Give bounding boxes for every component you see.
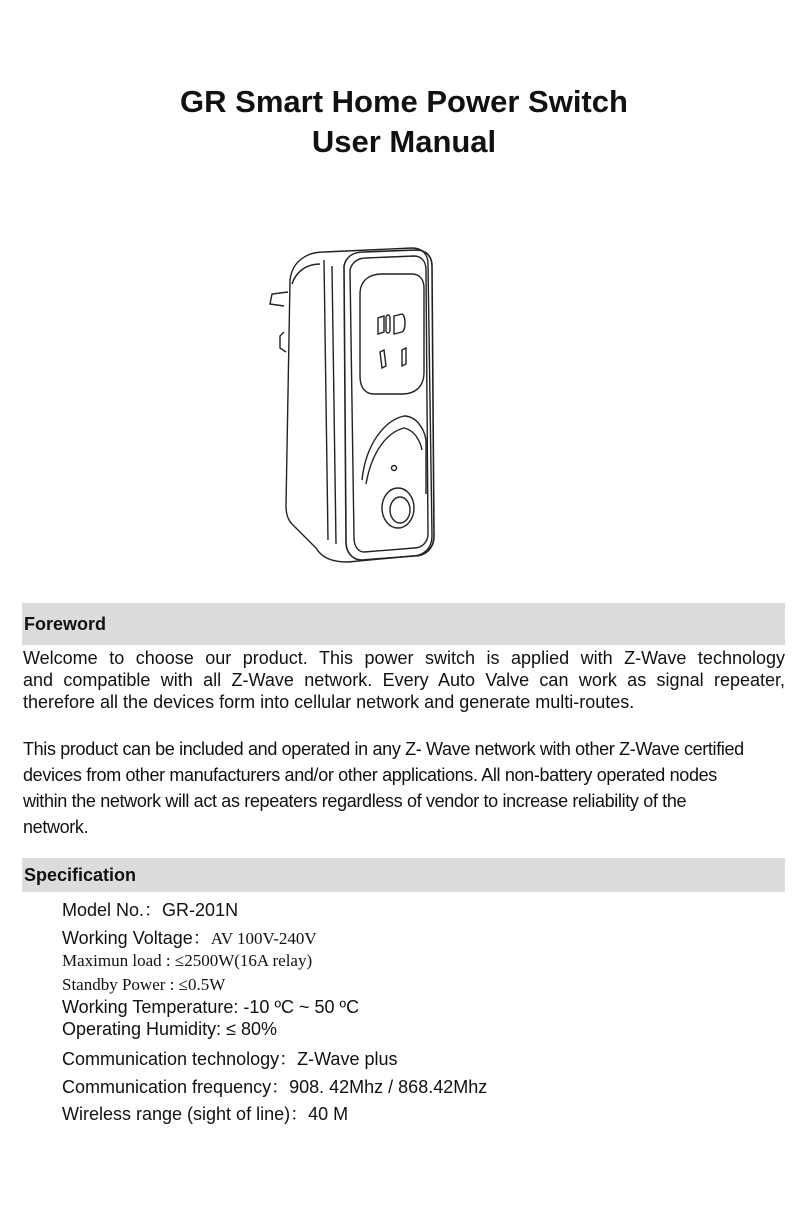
- spec-communication-technology: [62, 1045, 397, 1071]
- spec-label: Working Temperature:: [62, 997, 244, 1017]
- spec-standby-power: [62, 975, 225, 995]
- spec-value: 40 M: [308, 1104, 349, 1124]
- spec-label: Working Voltage：: [62, 928, 211, 948]
- title-line-1: GR Smart Home Power Switch: [180, 84, 628, 119]
- spec-value: ≤2500W(16A relay): [174, 951, 313, 970]
- spec-value: -10 ºC ~ 50 ºC: [243, 997, 360, 1017]
- spec-value: GR-201N: [162, 900, 239, 920]
- paragraph-1-line: and compatible with all Z-Wave network. Every Auto Valve can work as signal repeater,: [23, 670, 785, 690]
- spec-wireless-range: [62, 1100, 348, 1126]
- paragraph-1-line: therefore all the devices form into cellular network and generate multi-routes.: [23, 692, 635, 712]
- paragraph-2-line: devices from other manufacturers and/or other applications. All non-battery operated nodes: [23, 765, 717, 785]
- spec-label: Maximun load :: [62, 951, 175, 970]
- spec-communication-frequency: [62, 1073, 487, 1099]
- spec-max-load: [62, 951, 312, 971]
- spec-working-voltage: [62, 924, 317, 950]
- paragraph-2-line: This product can be included and operated in any Z- Wave network with other Z-Wave certified: [23, 739, 744, 759]
- spec-label: Communication technology：: [62, 1049, 298, 1069]
- spec-value: ≤0.5W: [178, 975, 226, 994]
- foreword-paragraph-2: [23, 736, 785, 840]
- paragraph-2-line: network.: [23, 817, 89, 837]
- spec-value: ≤ 80%: [226, 1019, 277, 1039]
- foreword-heading: Foreword: [22, 603, 785, 645]
- title-line-2: User Manual: [311, 124, 497, 159]
- spec-value: 908. 42Mhz / 868.42Mhz: [289, 1077, 488, 1097]
- foreword-paragraph-1: [23, 647, 785, 713]
- power-switch-illustration: [262, 244, 458, 566]
- paragraph-1-line: Welcome to choose our product. This power switch is applied with Z-Wave technology: [23, 648, 785, 668]
- spec-working-temperature: [62, 997, 359, 1018]
- specification-heading: Specification: [22, 858, 785, 892]
- spec-value: Z-Wave plus: [297, 1049, 398, 1069]
- spec-value: AV 100V-240V: [210, 929, 317, 948]
- spec-label: Wireless range (sight of line)：: [62, 1104, 309, 1124]
- page-title: [0, 82, 808, 162]
- spec-model-no: [62, 896, 238, 922]
- spec-label: Standby Power :: [62, 975, 179, 994]
- spec-operating-humidity: [62, 1019, 277, 1040]
- paragraph-2-line: within the network will act as repeaters regardless of vendor to increase reliability of the: [23, 791, 687, 811]
- spec-label: Model No.：: [62, 900, 163, 920]
- spec-label: Operating Humidity:: [62, 1019, 227, 1039]
- spec-label: Communication frequency：: [62, 1077, 290, 1097]
